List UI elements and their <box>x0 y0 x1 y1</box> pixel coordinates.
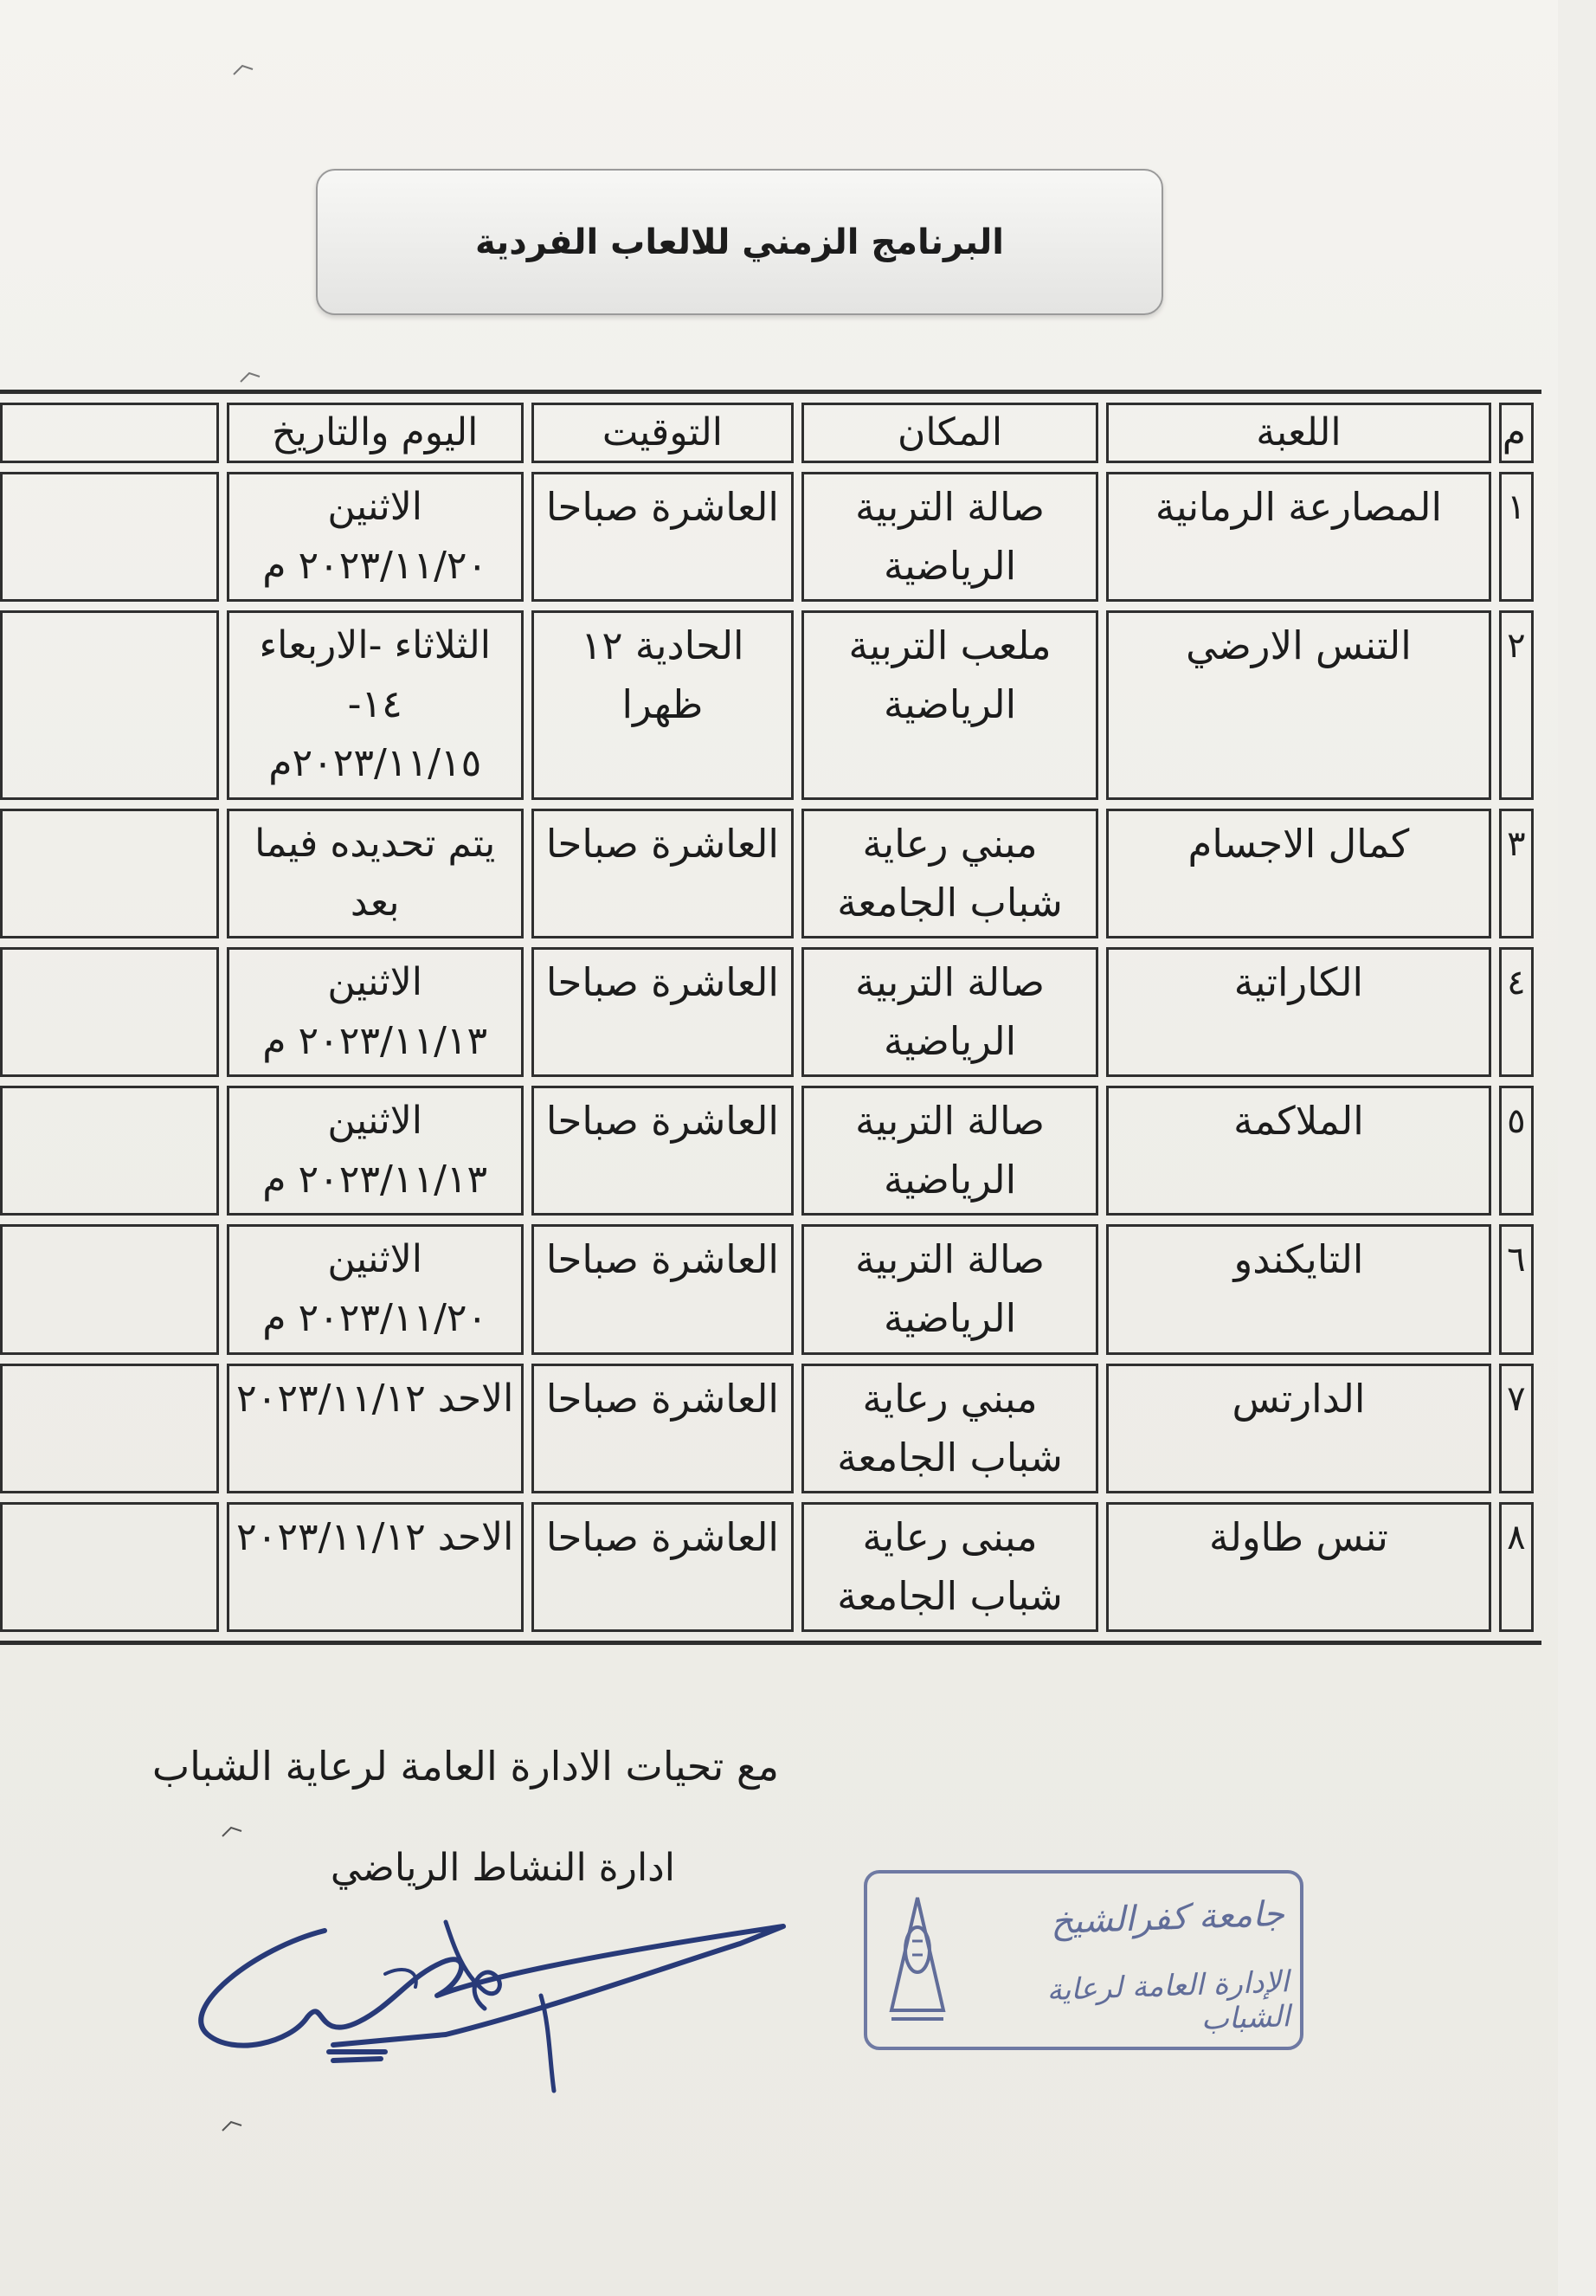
row-place: مبني رعاية شباب الجامعة <box>801 809 1098 938</box>
row-num: ٤ <box>1499 947 1534 1077</box>
row-empty <box>0 1224 219 1354</box>
row-empty <box>0 610 219 799</box>
row-num: ٢ <box>1499 610 1534 799</box>
handwritten-signature <box>186 1913 792 2112</box>
header-date: اليوم والتاريخ <box>227 403 524 463</box>
table-row <box>0 809 1534 938</box>
row-date: الاثنين ٢٠٢٣/١١/١٣ م <box>227 1086 524 1216</box>
university-stamp <box>864 1870 1303 2050</box>
table-row <box>0 472 1534 602</box>
row-empty <box>0 1364 219 1493</box>
row-date: الاثنين ٢٠٢٣/١١/٢٠ م <box>227 1224 524 1354</box>
row-game: تنس طاولة <box>1106 1502 1490 1632</box>
row-place: صالة التربية الرياضية <box>801 1086 1098 1216</box>
row-time: الحادية ١٢ ظهرا <box>531 610 794 799</box>
row-game: كمال الاجسام <box>1106 809 1490 938</box>
row-time: العاشرة صباحا <box>531 809 794 938</box>
row-num: ٦ <box>1499 1224 1534 1354</box>
row-date: يتم تحديده فيما بعد <box>227 809 524 938</box>
department-name: ادارة النشاط الرياضي <box>330 1846 675 1890</box>
staple-mark-icon <box>221 1822 243 1840</box>
table-row <box>0 610 1534 799</box>
table-row <box>0 1364 1534 1493</box>
table-header-row <box>0 403 1534 463</box>
table-row <box>0 1086 1534 1216</box>
row-num: ٣ <box>1499 809 1534 938</box>
row-time: العاشرة صباحا <box>531 472 794 602</box>
row-num: ١ <box>1499 472 1534 602</box>
row-time: العاشرة صباحا <box>531 1086 794 1216</box>
table-row <box>0 1224 1534 1354</box>
row-place: مبنى رعاية شباب الجامعة <box>801 1502 1098 1632</box>
row-date: الاثنين ٢٠٢٣/١١/٢٠ م <box>227 472 524 602</box>
row-place: صالة التربية الرياضية <box>801 472 1098 602</box>
staple-mark-icon <box>239 368 261 385</box>
row-date: الاحد ٢٠٢٣/١١/١٢ <box>227 1364 524 1493</box>
row-empty <box>0 947 219 1077</box>
stamp-department-name: الإدارة العامة لرعاية الشباب <box>1046 1964 1291 2037</box>
row-num: ٥ <box>1499 1086 1534 1216</box>
row-place: مبني رعاية شباب الجامعة <box>801 1364 1098 1493</box>
row-date: الثلاثاء -الاربعاء ١٤- ٢٠٢٣/١١/١٥م <box>227 610 524 799</box>
row-date: الاحد ٢٠٢٣/١١/١٢ <box>227 1502 524 1632</box>
table-row <box>0 1502 1534 1632</box>
schedule-table <box>0 390 1541 1645</box>
page-title: البرنامج الزمني للالعاب الفردية <box>475 222 1004 262</box>
header-time: التوقيت <box>531 403 794 463</box>
staple-mark-icon <box>232 61 254 78</box>
table-row <box>0 947 1534 1077</box>
row-game: التنس الارضي <box>1106 610 1490 799</box>
row-game: الملاكمة <box>1106 1086 1490 1216</box>
row-place: صالة التربية الرياضية <box>801 947 1098 1077</box>
header-empty <box>0 403 219 463</box>
title-box <box>316 169 1163 315</box>
row-empty <box>0 809 219 938</box>
staple-mark-icon <box>221 2117 243 2134</box>
row-num: ٨ <box>1499 1502 1534 1632</box>
row-time: العاشرة صباحا <box>531 947 794 1077</box>
row-place: ملعب التربية الرياضية <box>801 610 1098 799</box>
row-game: التايكندو <box>1106 1224 1490 1354</box>
row-empty <box>0 1086 219 1216</box>
row-date: الاثنين ٢٠٢٣/١١/١٣ م <box>227 947 524 1077</box>
row-empty <box>0 472 219 602</box>
row-game: المصارعة الرمانية <box>1106 472 1490 602</box>
row-time: العاشرة صباحا <box>531 1224 794 1354</box>
row-game: الدارتس <box>1106 1364 1490 1493</box>
row-time: العاشرة صباحا <box>531 1502 794 1632</box>
row-game: الكاراتية <box>1106 947 1490 1077</box>
header-num: م <box>1499 403 1534 463</box>
row-empty <box>0 1502 219 1632</box>
schedule-table-wrapper <box>0 390 1549 1645</box>
header-place: المكان <box>801 403 1098 463</box>
header-game: اللعبة <box>1106 403 1490 463</box>
closing-greeting: مع تحيات الادارة العامة لرعاية الشباب <box>151 1743 779 1790</box>
row-time: العاشرة صباحا <box>531 1364 794 1493</box>
university-logo-icon <box>883 1889 952 2028</box>
row-num: ٧ <box>1499 1364 1534 1493</box>
stamp-university-name: جامعة كفرالشيخ <box>1050 1893 1285 1943</box>
row-place: صالة التربية الرياضية <box>801 1224 1098 1354</box>
